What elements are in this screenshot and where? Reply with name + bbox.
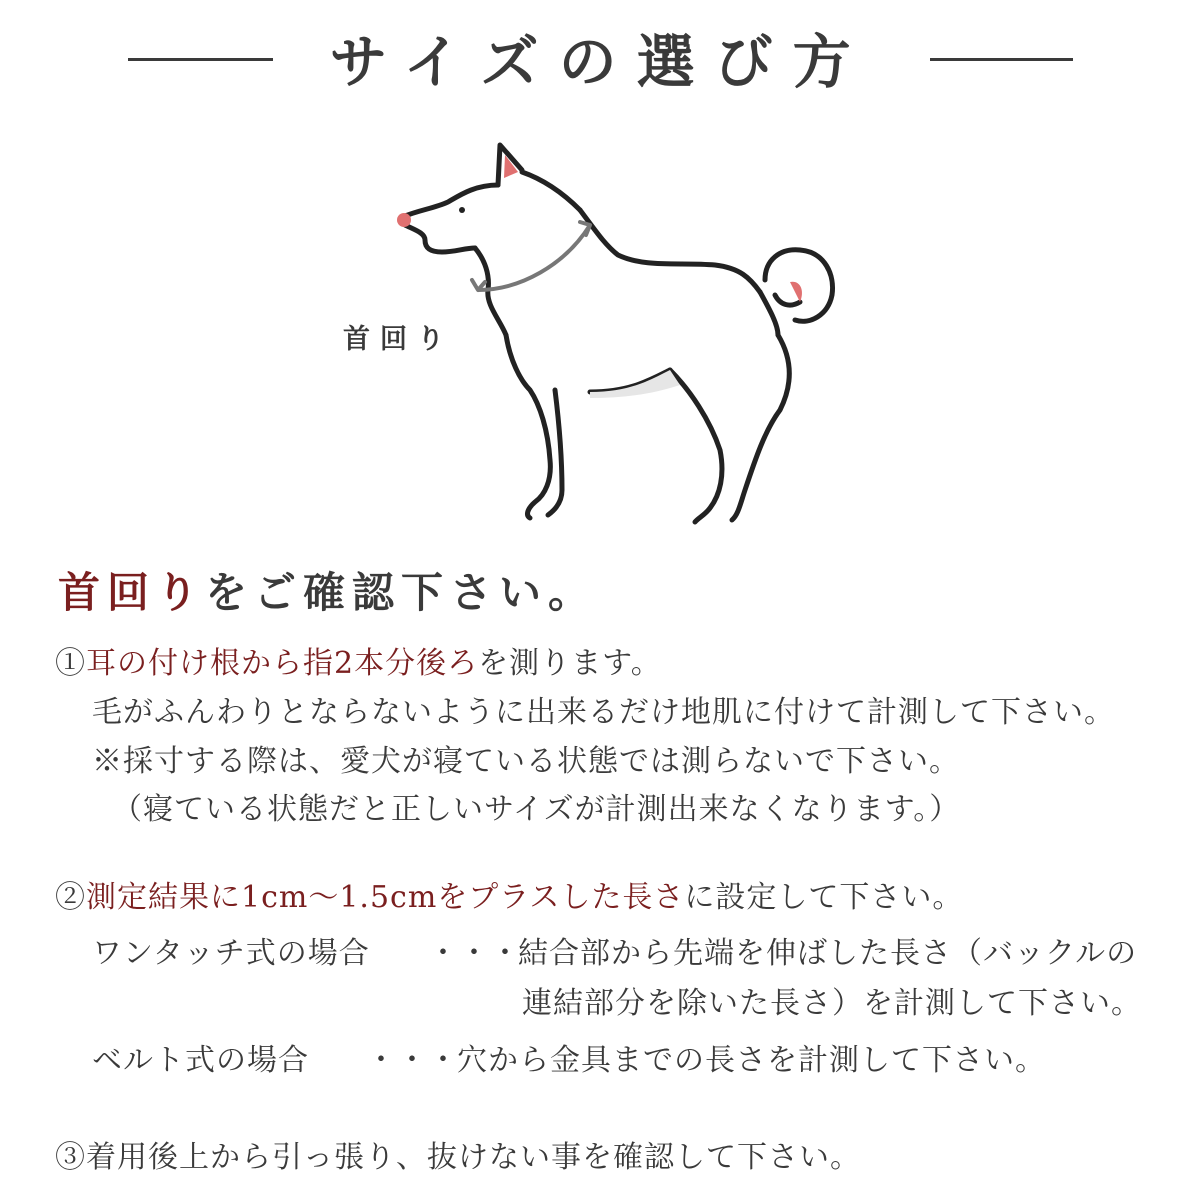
step1-line1 <box>55 644 662 684</box>
step1-rest: を測ります。 <box>478 646 662 681</box>
step1-line3: ※採寸する際は、愛犬が寝ている状態では測らないで下さい。 <box>92 744 960 779</box>
heading-rest: をご確認下さい。 <box>205 568 598 617</box>
onetouch-text-1: 結合部から先端を伸ばした長さ（バックルの <box>518 936 1138 971</box>
step1-number: ① <box>55 646 86 681</box>
page-title: サイズの選び方 <box>329 28 871 96</box>
tail-pink <box>790 282 802 302</box>
step3-line <box>55 1138 861 1178</box>
neck-label: 首回り <box>343 324 454 355</box>
step2-accent: 測定結果に1cm～1.5cmをプラスした長さ <box>86 880 685 915</box>
belt-label: ベルト式の場合 <box>92 1043 309 1078</box>
title-rule-right <box>930 58 1073 61</box>
onetouch-text-2: 連結部分を除いた長さ）を計測して下さい。 <box>522 986 1142 1021</box>
step1-line2: 毛がふんわりとならないように出来るだけ地肌に付けて計測して下さい。 <box>92 695 1115 730</box>
onetouch-dots: ・・・ <box>428 936 521 971</box>
step3-text: 着用後上から引っ張り、抜けない事を確認して下さい。 <box>86 1140 861 1175</box>
main-heading <box>58 560 597 620</box>
heading-accent: 首回り <box>58 568 206 617</box>
step1-line4: （寝ている状態だと正しいサイズが計測出来なくなります。） <box>112 792 961 827</box>
title-row <box>0 22 1200 102</box>
step3-number: ③ <box>55 1140 86 1175</box>
belt-text: 穴から金具までの長さを計測して下さい。 <box>457 1043 1046 1078</box>
belt-dots: ・・・ <box>366 1043 459 1078</box>
step2-rest: に設定して下さい。 <box>684 880 964 915</box>
step1-accent: 耳の付け根から指2本分後ろ <box>86 646 479 681</box>
title-rule-left <box>128 58 273 61</box>
step2-number: ② <box>55 880 86 915</box>
step2-line1 <box>55 878 963 918</box>
onetouch-label: ワンタッチ式の場合 <box>92 936 370 971</box>
